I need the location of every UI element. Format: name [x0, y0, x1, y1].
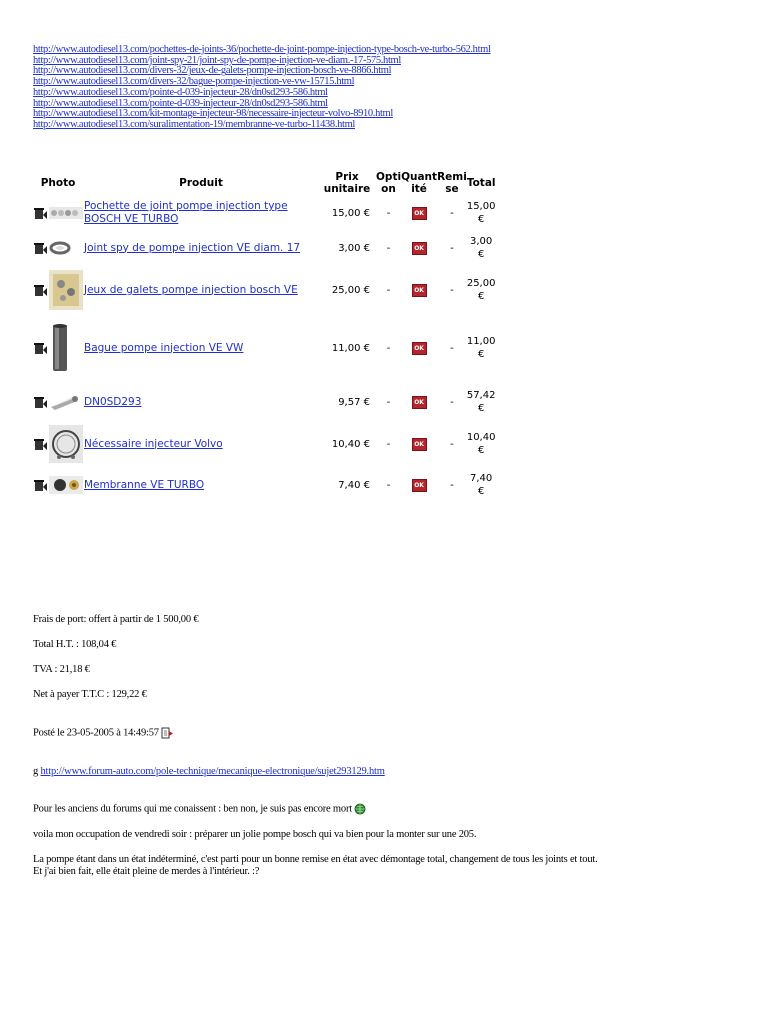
- discount-value: -: [450, 284, 454, 296]
- product-cell: [84, 268, 318, 312]
- header-discount: [437, 168, 467, 198]
- row-total-amount: 15,00: [466, 201, 496, 212]
- header-price: [318, 168, 376, 198]
- product-thumbnail: [49, 207, 83, 219]
- row-total: [467, 420, 496, 468]
- header-option-l2: on: [381, 183, 396, 195]
- header-photo: Photo: [40, 177, 76, 189]
- header-quantity: [401, 168, 437, 198]
- g-label: g: [33, 766, 39, 777]
- paragraph-3-line-1: La pompe étant dans un état indéterminé, c'est parti pour un bonne remise en état avec démontage total, changement de tous les joints et tout.: [33, 854, 598, 865]
- header-discount-l1: Remi: [437, 171, 467, 183]
- quote-arrow-icon[interactable]: [161, 727, 174, 739]
- quantity-ok-button[interactable]: OK: [412, 438, 427, 451]
- photo-cell: [32, 228, 84, 268]
- product-cell: [84, 384, 318, 420]
- product-link[interactable]: http://www.autodiesel13.com/pointe-d-039-injecteur-28/dn0sd293-586.html: [33, 97, 328, 109]
- unit-price: 10,40 €: [331, 438, 370, 450]
- forum-link[interactable]: http://www.forum-auto.com/pole-technique/mecanique-electronique/sujet293129.htm: [40, 766, 385, 777]
- row-total-currency: €: [477, 445, 485, 456]
- unit-price: 9,57 €: [338, 396, 370, 408]
- row-total-currency: €: [477, 403, 485, 414]
- photo-cell: [32, 468, 84, 502]
- product-name-link[interactable]: DN0SD293: [84, 395, 142, 408]
- row-total-currency: €: [477, 486, 485, 497]
- header-price-l1: Prix: [335, 171, 359, 183]
- unit-price: 3,00 €: [338, 242, 370, 254]
- quantity-cell: [401, 198, 437, 228]
- row-total-amount: 57,42: [466, 390, 496, 401]
- unit-price: 15,00 €: [331, 207, 370, 219]
- header-option: [376, 168, 401, 198]
- delete-icon[interactable]: [32, 394, 48, 410]
- unit-price: 25,00 €: [331, 284, 370, 296]
- product-thumbnail: [49, 270, 83, 310]
- product-link[interactable]: http://www.autodiesel13.com/pointe-d-039-injecteur-28/dn0sd293-586.html: [33, 86, 328, 98]
- delete-icon[interactable]: [32, 205, 48, 221]
- discount-value: -: [450, 242, 454, 254]
- option-value: -: [386, 207, 391, 219]
- cart-row: [32, 468, 496, 502]
- row-total-amount: 25,00: [466, 278, 496, 289]
- header-qty-l2: ité: [411, 183, 427, 195]
- row-total: [467, 384, 496, 420]
- option-value: -: [386, 479, 391, 491]
- row-total-currency: €: [477, 249, 485, 260]
- quantity-ok-button[interactable]: OK: [412, 396, 427, 409]
- quantity-ok-button[interactable]: OK: [412, 479, 427, 492]
- product-thumbnail: [49, 425, 83, 463]
- delete-icon[interactable]: [32, 282, 48, 298]
- photo-cell: [32, 420, 84, 468]
- quantity-cell: [401, 384, 437, 420]
- paragraph-3-line-2: Et j'ai bien fait, elle était pleine de merdes à l'intérieur. :?: [33, 866, 260, 877]
- product-cell: [84, 228, 318, 268]
- product-cell: [84, 198, 318, 228]
- quantity-ok-button[interactable]: OK: [412, 342, 427, 355]
- product-name-link[interactable]: Bague pompe injection VE VW: [84, 341, 244, 354]
- product-name-link[interactable]: Joint spy de pompe injection VE diam. 17: [84, 241, 301, 254]
- row-total-amount: 3,00: [470, 236, 493, 247]
- photo-cell: [32, 312, 84, 384]
- option-value: -: [386, 396, 391, 408]
- paragraph-3: [33, 854, 598, 878]
- header-product: Produit: [179, 177, 223, 189]
- product-name-link[interactable]: Membranne VE TURBO: [84, 478, 205, 491]
- product-link[interactable]: http://www.autodiesel13.com/suralimentation-19/membranne-ve-turbo-11438.html: [33, 118, 355, 130]
- cart-row: [32, 198, 496, 228]
- row-total-currency: €: [477, 291, 485, 302]
- total-ht: Total H.T. : 108,04 €: [33, 639, 117, 650]
- link-list: [33, 45, 733, 131]
- discount-value: -: [450, 207, 454, 219]
- product-link[interactable]: http://www.autodiesel13.com/divers-32/jeux-de-galets-pompe-injection-bosch-ve-8866.html: [33, 65, 392, 77]
- cart-header-row: [32, 168, 496, 198]
- header-price-l2: unitaire: [323, 183, 371, 195]
- product-link[interactable]: http://www.autodiesel13.com/divers-32/bague-pompe-injection-ve-vw-15715.html: [33, 76, 355, 88]
- product-name-link[interactable]: Pochette de joint pompe injection type BOSCH VE TURBO: [84, 200, 288, 225]
- cart-table: [32, 168, 496, 502]
- product-cell: [84, 312, 318, 384]
- option-value: -: [386, 242, 391, 254]
- paragraph-1: [33, 803, 366, 815]
- product-link[interactable]: http://www.autodiesel13.com/pochettes-de-joints-36/pochette-de-joint-pompe-injection-type-bosch-ve-turbo-562.html: [33, 44, 491, 55]
- shipping-info: Frais de port: offert à partir de 1 500,00 €: [33, 614, 199, 625]
- row-total: [467, 268, 496, 312]
- quantity-cell: [401, 420, 437, 468]
- delete-icon[interactable]: [32, 436, 48, 452]
- discount-value: -: [450, 479, 454, 491]
- discount-value: -: [450, 342, 454, 354]
- cart-row: [32, 420, 496, 468]
- product-link[interactable]: http://www.autodiesel13.com/joint-spy-21/joint-spy-de-pompe-injection-ve-diam.-17-575.html: [33, 54, 401, 66]
- product-thumbnail: [49, 241, 71, 255]
- photo-cell: [32, 384, 84, 420]
- product-thumbnail: [49, 393, 79, 411]
- quantity-cell: [401, 228, 437, 268]
- posted-line: [33, 727, 174, 739]
- photo-cell: [32, 198, 84, 228]
- row-total: [467, 228, 496, 268]
- paragraph-1-text: Pour les anciens du forums qui me conaissent : ben non, je suis pas encore mort: [33, 803, 352, 815]
- quantity-ok-button[interactable]: OK: [412, 284, 427, 297]
- unit-price: 7,40 €: [338, 479, 370, 491]
- globe-smiley-icon: [354, 803, 366, 815]
- header-total: Total: [466, 177, 496, 189]
- product-cell: [84, 468, 318, 502]
- quantity-ok-button[interactable]: OK: [412, 242, 427, 255]
- quantity-cell: [401, 468, 437, 502]
- product-name-link[interactable]: Nécessaire injecteur Volvo: [84, 437, 223, 450]
- product-link[interactable]: http://www.autodiesel13.com/kit-montage-injecteur-98/necessaire-injecteur-volvo-8910.html: [33, 108, 393, 120]
- cart-row: [32, 384, 496, 420]
- header-qty-l1: Quant: [401, 171, 438, 183]
- product-thumbnail: [49, 476, 83, 494]
- delete-icon[interactable]: [32, 477, 48, 493]
- row-total-currency: €: [477, 214, 485, 225]
- row-total: [467, 198, 496, 228]
- delete-icon[interactable]: [32, 240, 48, 256]
- unit-price: 11,00 €: [331, 342, 370, 354]
- quantity-ok-button[interactable]: OK: [412, 207, 427, 220]
- option-value: -: [386, 438, 391, 450]
- row-total-currency: €: [477, 349, 485, 360]
- row-total-amount: 7,40: [470, 473, 493, 484]
- quantity-cell: [401, 268, 437, 312]
- delete-icon[interactable]: [32, 340, 48, 356]
- option-value: -: [386, 284, 391, 296]
- header-discount-l2: se: [445, 183, 459, 195]
- row-total: [467, 312, 496, 384]
- discount-value: -: [450, 396, 454, 408]
- discount-value: -: [450, 438, 454, 450]
- row-total-amount: 10,40: [466, 432, 496, 443]
- source-line: [33, 766, 385, 777]
- option-value: -: [386, 342, 391, 354]
- cart-row: [32, 228, 496, 268]
- product-thumbnail: [49, 323, 71, 373]
- tva: TVA : 21,18 €: [33, 664, 90, 675]
- row-total: [467, 468, 496, 502]
- posted-date: Posté le 23-05-2005 à 14:49:57: [33, 727, 159, 739]
- net-to-pay: Net à payer T.T.C : 129,22 €: [33, 689, 147, 700]
- row-total-amount: 11,00: [466, 336, 496, 347]
- product-name-link[interactable]: Jeux de galets pompe injection bosch VE: [84, 283, 298, 296]
- photo-cell: [32, 268, 84, 312]
- header-option-l1: Opti: [376, 171, 402, 183]
- paragraph-2: voila mon occupation de vendredi soir : préparer un jolie pompe bosch qui va bien pour la monter sur une 205.: [33, 829, 477, 840]
- cart-row: [32, 268, 496, 312]
- cart-row: [32, 312, 496, 384]
- quantity-cell: [401, 312, 437, 384]
- product-cell: [84, 420, 318, 468]
